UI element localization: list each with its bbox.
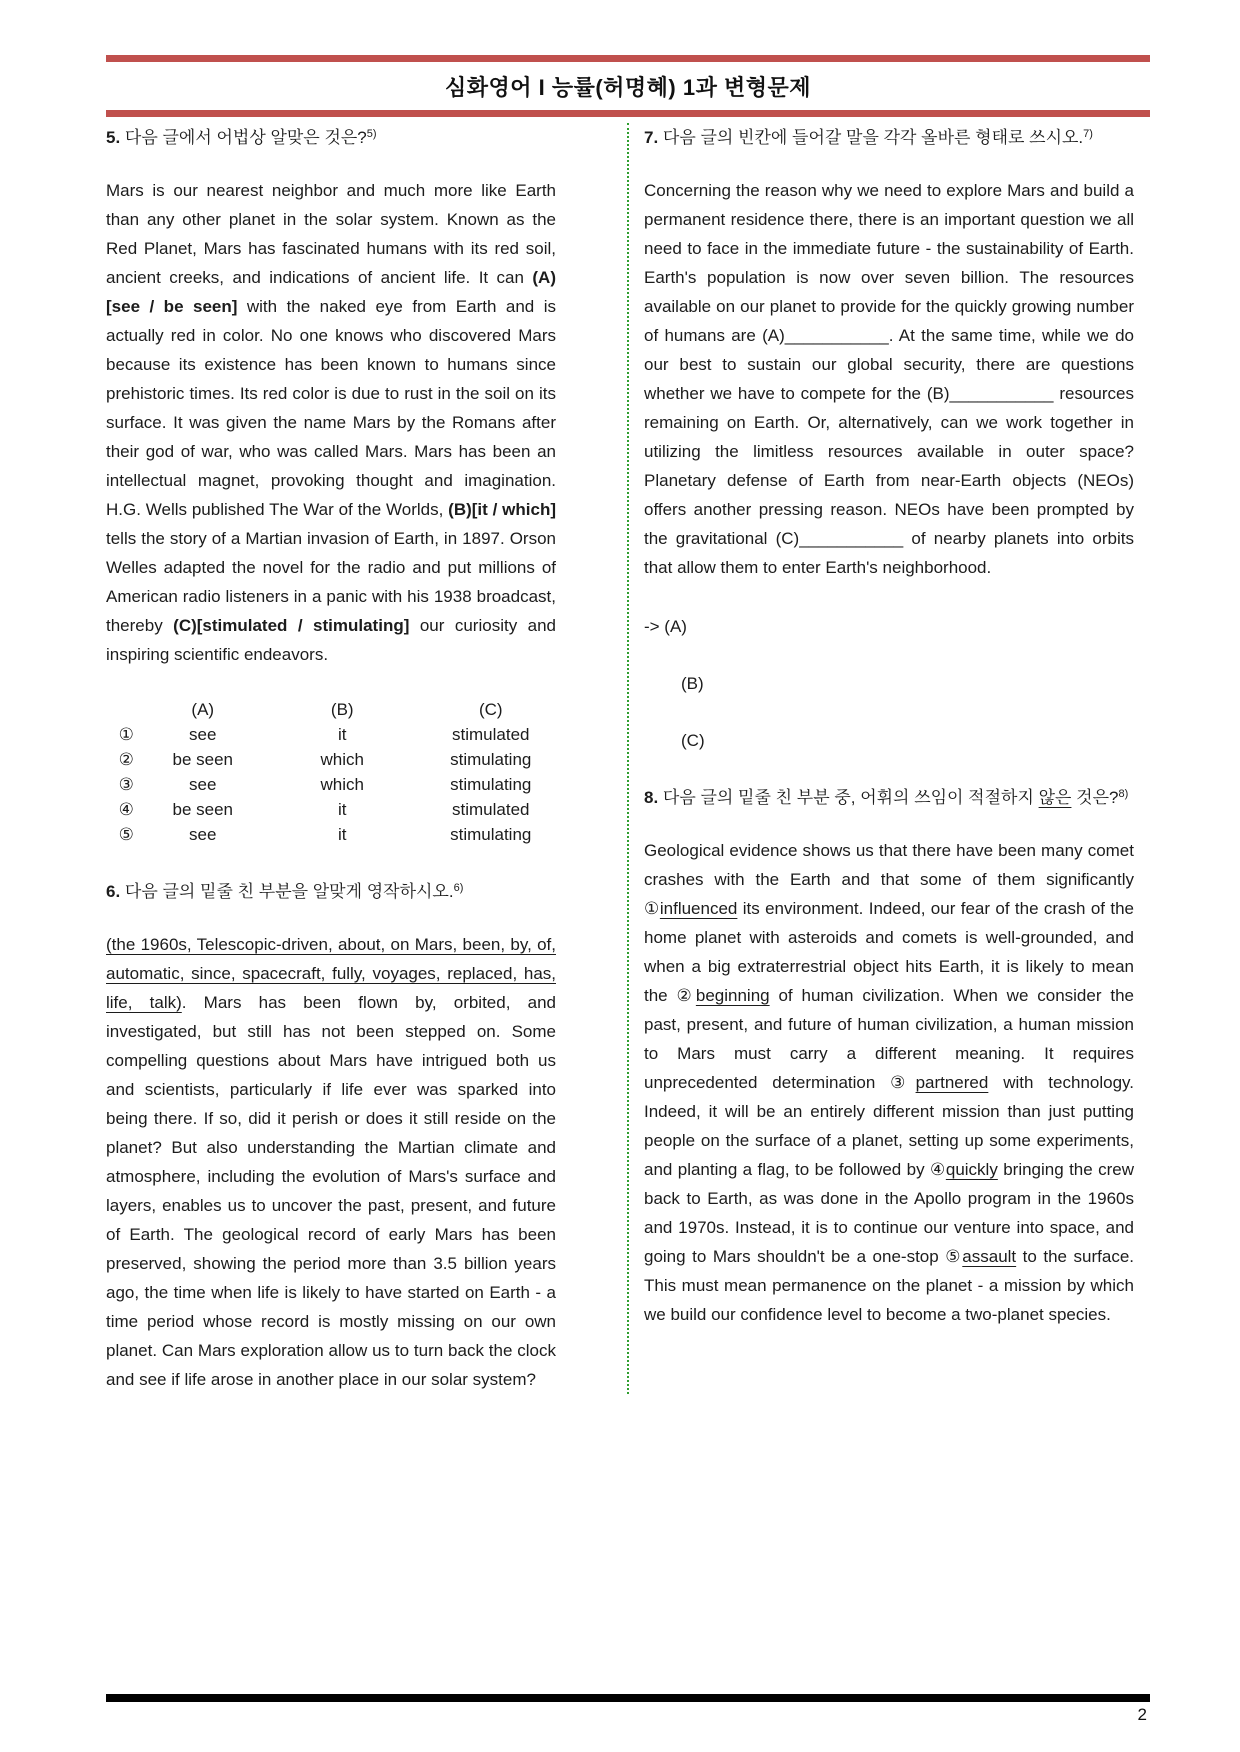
footnote-marker-7: 7) <box>1083 128 1093 140</box>
option-3-c: stimulating <box>450 775 532 794</box>
option-3-a: see <box>189 775 217 794</box>
question-7-number: 7. <box>644 128 659 147</box>
option-2-c: stimulating <box>450 750 532 769</box>
question-7-passage: Concerning the reason why we need to explore Mars and build a permanent residence there, there is an important question we all need to face in the immediate future - the sustainability of Earth. Earth's population is now over seven billion. The resources available on our planet to provide for the quickly growing number of humans are (A)___________. At the same time, while we do our best to sustain our global security, there are questions whether we have to compete for the (B)___________ resources remaining on Earth. Or, alternatively, can we work together in utilizing the limitless resources available in outer space? Planetary defense of Earth from near-Earth objects (NEOs) offers another pressing reason. NEOs have been prompted by the gravitational (C)___________ of nearby planets into orbits that allow them to enter Earth's neighborhood. <box>644 181 1134 577</box>
question-6-passage: (the 1960s, Telescopic-driven, about, on Mars, been, by, of, automatic, since, spacecraft, fully, voyages, replaced, has, life, talk). Mars has been flown by, orbited, and investigated, but still has not been stepped on. Some compelling questions about Mars have intrigued both us and scientists, particularly if life ever was sparked into being there. If so, did it perish or does it still reside on the planet? But also understanding the Martian climate and atmosphere, including the evolution of Mars's surface and layers, enables us to uncover the past, present, and future of Earth. The geological record of early Mars has been preserved, showing the period more than 3.5 billion years ago, the time when life is likely to have started on Earth - a time period whose record is mostly missing on our own planet. Can Mars exploration allow us to turn back the clock and see if life arose in another place in our solar system? <box>106 935 556 1389</box>
option-row-4 <box>106 797 556 822</box>
page-title: 심화영어 I 능률(허명혜) 1과 변형문제 <box>445 75 811 100</box>
footnote-marker-6: 6) <box>453 882 464 894</box>
options-header-c: (C) <box>478 700 503 719</box>
right-column <box>644 123 1134 1394</box>
content-columns <box>106 123 1150 1394</box>
header-rule-bottom <box>106 110 1150 117</box>
option-row-1 <box>106 722 556 747</box>
option-5-b: it <box>338 825 347 844</box>
answer-line-b: (B) <box>681 674 704 693</box>
answer-line-a: -> (A) <box>644 617 687 636</box>
question-5-prompt: 다음 글에서 어법상 알맞은 것은? <box>124 128 367 147</box>
question-8-heading <box>644 783 1134 812</box>
options-header-blank <box>106 697 147 722</box>
left-column <box>106 123 556 1394</box>
question-6-prompt: 다음 글의 밑줄 친 부분을 알맞게 영작하시오. <box>124 882 454 901</box>
footnote-marker-5: 5) <box>366 128 377 140</box>
options-header-row <box>106 697 556 722</box>
q5-options-table <box>106 697 556 847</box>
q7-answer-block <box>644 612 1134 755</box>
question-6-number: 6. <box>106 882 121 901</box>
header-rule-top <box>106 55 1150 62</box>
footer-rule <box>106 1694 1150 1702</box>
option-5-number: ⑤ <box>118 825 134 844</box>
question-7-prompt: 다음 글의 빈칸에 들어갈 말을 각각 올바른 형태로 쓰시오. <box>662 128 1084 147</box>
question-8-number: 8. <box>644 788 659 807</box>
option-row-5 <box>106 822 556 847</box>
page-header <box>106 55 1150 117</box>
option-2-b: which <box>320 750 364 769</box>
option-1-b: it <box>338 725 347 744</box>
option-4-number: ④ <box>118 800 134 819</box>
answer-line-c: (C) <box>681 731 705 750</box>
option-4-c: stimulated <box>452 800 530 819</box>
page-footer <box>106 1694 1150 1728</box>
option-3-number: ③ <box>118 775 134 794</box>
question-5-passage: Mars is our nearest neighbor and much more like Earth than any other planet in the solar system. Known as the Red Planet, Mars has fascinated humans with its red soil, ancient creeks, and indications of ancient life. It can (A)[see / be seen] with the naked eye from Earth and is actually red in color. No one knows who discovered Mars because its existence has been known to humans since prehistoric times. Its red color is due to rust in the soil on its surface. It was given the name Mars by the Romans after their god of war, who was called Mars. Mars has been an intellectual magnet, provoking thought and imagination. H.G. Wells published The War of the Worlds, (B)[it / which] tells the story of a Martian invasion of Earth, in 1897. Orson Welles adapted the novel for the radio and put millions of American radio listeners in a panic with his 1938 broadcast, thereby (C)[stimulated / stimulating] our curiosity and inspiring scientific endeavors. <box>106 181 557 664</box>
question-7-heading <box>644 123 1134 152</box>
option-5-c: stimulating <box>450 825 532 844</box>
option-3-b: which <box>320 775 364 794</box>
question-5-number: 5. <box>106 128 121 147</box>
option-4-b: it <box>338 800 347 819</box>
option-4-a: be seen <box>172 800 233 819</box>
column-divider <box>627 123 629 1394</box>
question-5-heading <box>106 123 556 152</box>
question-8-prompt: 다음 글의 밑줄 친 부분 중, 어휘의 쓰임이 적절하지 않은 것은? <box>662 788 1119 807</box>
option-5-a: see <box>189 825 217 844</box>
option-1-number: ① <box>118 725 134 744</box>
footnote-marker-8: 8) <box>1118 788 1129 800</box>
options-header-b: (B) <box>330 700 354 719</box>
question-8-passage: Geological evidence shows us that there have been many comet crashes with the Earth and that some of them significantly ①influenced its environment. Indeed, our fear of the crash of the home planet with asteroids and comets is well-grounded, and when a big extraterrestrial object hits Earth, it is likely to mean the ②beginning of human civilization. When we consider the past, present, and future of human civilization, a human mission to Mars must carry a different meaning. It requires unprecedented determination ③partnered with technology. Indeed, it will be an entirely different mission than just putting people on the surface of a planet, setting up some experiments, and planting a flag, to be followed by ④quickly bringing the crew back to Earth, as was done in the Apollo program in the 1960s and 1970s. Instead, it is to continue our venture into space, and going to Mars shouldn't be a one-stop ⑤assault to the surface. This must mean permanence on the planet - a mission by which we build our confidence level to become a two-planet species. <box>644 841 1134 1324</box>
option-2-number: ② <box>118 750 134 769</box>
option-1-c: stimulated <box>452 725 530 744</box>
option-2-a: be seen <box>172 750 233 769</box>
option-row-2 <box>106 747 556 772</box>
option-row-3 <box>106 772 556 797</box>
option-1-a: see <box>189 725 217 744</box>
page-number: 2 <box>1137 1705 1147 1724</box>
options-header-a: (A) <box>191 700 215 719</box>
question-6-heading <box>106 877 556 906</box>
